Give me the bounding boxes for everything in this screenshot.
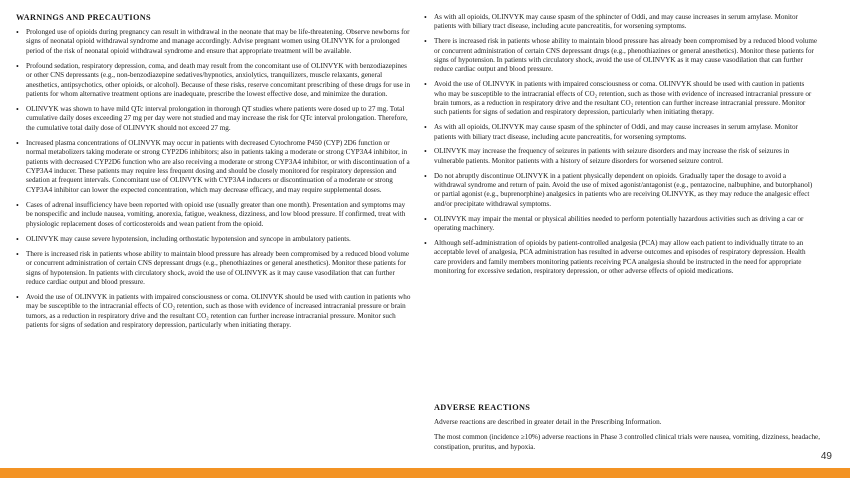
warning-item: • Cases of adrenal insufficiency have been reported with opioid use (usually greater than one month). Presentation and symptoms may be nonspecific and include nausea, vomiting, anorexia, fatigue, weakness, dizziness, and low blood pressure. If confirmed, treat with physiologic replacement doses of corticosteroids and wean patient from the opioid. (16, 201, 411, 229)
left-column (16, 13, 411, 336)
warning-item: • Avoid the use of OLINVYK in patients with impaired consciousness or coma. OLINVYK should be used with caution in patients who may be susceptible to the intracranial effects of CO₂ retention, such as those with evidence of increased intracranial pressure or brain tumors, as a reduction in respiratory drive and the resultant CO₂ retention can further increase intracranial pressure. Monitor such patients for signs of sedation and respiratory depression, particularly when initiating therapy. (424, 80, 818, 118)
adverse-common: The most common (incidence ≥10%) adverse reactions in Phase 3 controlled clinical trials were nausea, vomiting, dizziness, headache, constipation, pruritus, and hypoxia. (434, 433, 821, 451)
page-number: 49 (820, 451, 832, 462)
warning-item: • OLINVYK may cause severe hypotension, including orthostatic hypotension and syncope in ambulatory patients. (16, 235, 411, 244)
warning-item: • As with all opioids, OLINVYK may cause spasm of the sphincter of Oddi, and may cause increases in serum amylase. Monitor patients with biliary tract disease, including acute pancreatitis, for worsening symptoms. (424, 13, 818, 32)
warning-item: • Avoid the use of OLINVYK in patients with impaired consciousness or coma. OLINVYK should be used with caution in patients who may be susceptible to the intracranial effects of CO₂ retention, such as those with evidence of increased intracranial pressure or brain tumors, as a reduction in respiratory drive and the resultant CO₂ retention can further increase intracranial pressure. Monitor such patients for signs of sedation and respiratory depression, particularly when initiating therapy. (16, 293, 411, 331)
right-column (424, 13, 818, 282)
warnings-heading: WARNINGS AND PRECAUTIONS (16, 13, 151, 22)
warning-item: • Although self-administration of opioids by patient-controlled analgesia (PCA) may allow each patient to individually titrate to an acceptable level of analgesia, PCA administration has resulted in adverse outcomes and episodes of respiratory depression. Health care providers and family members monitoring patients receiving PCA analgesia should be instructed in the need for appropriate monitoring for excessive sedation, respiratory depression, or other adverse effects of opioid medications. (424, 239, 818, 277)
warning-item: • OLINVYK may increase the frequency of seizures in patients with seizure disorders and may increase the risk of seizures in vulnerable patients. Monitor patients with a history of seizure disorders for worsened seizure control. (424, 147, 818, 166)
adverse-heading: ADVERSE REACTIONS (434, 403, 531, 412)
warning-item: • There is increased risk in patients whose ability to maintain blood pressure has already been compromised by a reduced blood volume or concurrent administration of certain CNS depressant drugs (e.g., phenothiazines or general anesthetics). Monitor these patients for signs of hypotension. In patients with circulatory shock, avoid the use of OLINVYK as it may cause vasodilation that can further reduce cardiac output and blood pressure. (424, 37, 818, 75)
warning-item: • Prolonged use of opioids during pregnancy can result in withdrawal in the neonate that may be life-threatening. Observe newborns for signs of neonatal opioid withdrawal syndrome and manage accordingly. Advise pregnant women using OLINVYK for a prolonged period of the risk of neonatal opioid withdrawal syndrome and ensure that appropriate treatment will be available. (16, 28, 411, 56)
warnings-list-left (16, 28, 411, 331)
warning-item: • OLINVYK may impair the mental or physical abilities needed to perform potentially hazardous activities such as driving a car or operating machinery. (424, 215, 818, 234)
warning-item: • OLINVYK was shown to have mild QTc interval prolongation in thorough QT studies where patients were dosed up to 27 mg. Total cumulative daily doses exceeding 27 mg per day were not studied and may increase the risk for QTc interval prolongation. Therefore, the cumulative total daily dose of OLINVYK should not exceed 27 mg. (16, 105, 411, 133)
footer-bar (0, 468, 850, 478)
warning-item: • Increased plasma concentrations of OLINVYK may occur in patients with decreased Cytochrome P450 (CYP) 2D6 function or normal metabolizers taking moderate or strong CYP2D6 inhibitors; also in patients taking a moderate or strong CYP3A4 inhibitor, in patients with decreased CYP2D6 function who are also receiving a moderate or strong CYP3A4 inhibitor, or with discontinuation of a CYP3A4 inducer. These patients may require less frequent dosing and should be closely monitored for respiratory depression and sedation at frequent intervals. Concomitant use of OLINVYK with CYP3A4 inducers or discontinuation of a moderate or strong CYP3A4 inhibitor can lower the expected concentration, which may decrease efficacy, and may require supplemental doses. (16, 139, 411, 195)
adverse-reactions-section (434, 403, 824, 458)
adverse-intro: Adverse reactions are described in greater detail in the Prescribing Information. (434, 418, 662, 426)
warning-item: • There is increased risk in patients whose ability to maintain blood pressure has already been compromised by a reduced blood volume or concurrent administration of certain CNS depressant drugs (e.g., phenothiazines or general anesthetics). Monitor these patients for signs of hypotension. In patients with circulatory shock, avoid the use of OLINVYK as it may cause vasodilation that can further reduce cardiac output and blood pressure. (16, 250, 411, 288)
warning-item: • As with all opioids, OLINVYK may cause spasm of the sphincter of Oddi, and may cause increases in serum amylase. Monitor patients with biliary tract disease, including acute pancreatitis, for worsening symptoms. (424, 123, 818, 142)
warning-item: • Do not abruptly discontinue OLINVYK in a patient physically dependent on opioids. Gradually taper the dosage to avoid a withdrawal syndrome and return of pain. Avoid the use of mixed agonist/antagonist (e.g., pentazocine, nalbuphine, and butorphanol) or partial agonist (e.g., buprenorphine) analgesics in patients who are receiving OLINVYK, as they may reduce the analgesic effect and/or precipitate withdrawal symptoms. (424, 172, 818, 210)
warnings-list-right (424, 13, 818, 276)
warning-item: • Profound sedation, respiratory depression, coma, and death may result from the concomitant use of OLINVYK with benzodiazepines or other CNS depressants (e.g., non-benzodiazepine sedatives/hypnotics, anxiolytics, tranquilizers, muscle relaxants, general anesthetics, antipsychotics, other opioids, or alcohol). Because of these risks, reserve concomitant prescribing of these drugs for use in patients for whom alternative treatment options are inadequate, prescribe the lowest effective dose, and minimize the duration. (16, 62, 411, 100)
